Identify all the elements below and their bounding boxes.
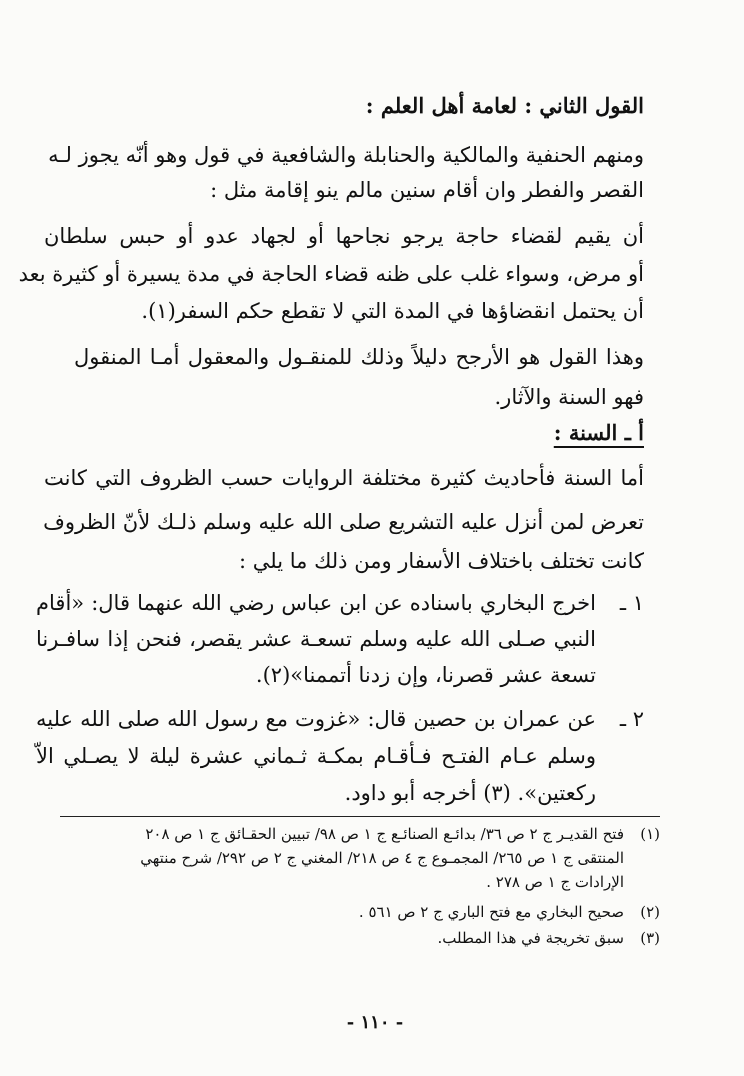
paragraph-line: القصر والفطر وان أقام سنين مالم ينو إقامة مثل : — [210, 178, 644, 202]
list-item-line: تسعة عشر قصرنا، وإن زدنا أتممنا»(٢). — [255, 663, 596, 687]
footnote-line: الإرادات ج ١ ص ٢٧٨ . — [486, 873, 624, 891]
list-item-line: عن عمران بن حصين قال: «غزوت مع رسول الله صلى الله عليه — [36, 707, 596, 731]
list-item-number: ١ ـ — [619, 591, 644, 615]
footnote-line: فتح القديـر ج ٢ ص ٣٦/ بدائـع الصنائـع ج ١ ص ٩٨/ تبيين الحقـائق ج ١ ص ٢٠٨ — [145, 825, 624, 843]
paragraph-line: تعرض لمن أنزل عليه التشريع صلى الله عليه وسلم ذلـك لأنّ الظروف — [43, 510, 644, 534]
paragraph-line: ومنهم الحنفية والمالكية والحنابلة والشافعية في قول وهو أنّه يجوز لـه — [48, 143, 644, 167]
footnote-number: (٢) — [640, 903, 660, 921]
footnote-line: المنتقى ج ١ ص ٢٦٥/ المجمـوع ج ٤ ص ٢١٨/ المغني ج ٢ ص ٢٩٢/ شرح منتهي — [140, 849, 624, 867]
footnote-separator — [60, 816, 660, 817]
list-item-line: ركعتين». (٣) أخرجه أبو داود. — [344, 781, 596, 805]
paragraph-line: أن يقيم لقضاء حاجة يرجو نجاحها أو لجهاد عدو أو حبس سلطان — [44, 224, 644, 248]
paragraph-line: كانت تختلف باختلاف الأسفار ومن ذلك ما يلي : — [239, 549, 644, 573]
paragraph-line: أما السنة فأحاديث كثيرة مختلفة الروايات حسب الظروف التي كانت — [44, 466, 644, 490]
paragraph-line: فهو السنة والآثار. — [494, 385, 644, 409]
paragraph-line: وهذا القول هو الأرجح دليلاً وذلك للمنقـول والمعقول أمـا المنقول — [74, 345, 644, 369]
list-item-line: النبي صـلى الله عليه وسلم تسعـة عشر يقصر، فنحن إذا سافـرنا — [36, 627, 596, 651]
list-item-line: وسلم عـام الفتـح فـأقـام بمكـة ثـماني عشرة ليلة لا يصـلي الاّ — [36, 744, 596, 768]
page-number: - ١١٠ - — [346, 1012, 404, 1033]
section-heading: القول الثاني : لعامة أهل العلم : — [365, 93, 644, 118]
list-item-number: ٢ ـ — [619, 707, 644, 731]
paragraph-line: أو مرض، وسواء غلب على ظنه قضاء الحاجة في مدة يسيرة أو كثيرة بعد — [18, 262, 644, 286]
paragraph-line: أن يحتمل انقضاؤها في المدة التي لا تقطع حكم السفر(١). — [141, 299, 644, 323]
subsection-heading: أ ـ السنة : — [553, 420, 644, 445]
list-item-line: اخرج البخاري باسناده عن ابن عباس رضي الله عنهما قال: «أقام — [36, 591, 596, 615]
footnote-line: سبق تخريجة في هذا المطلب. — [437, 929, 624, 947]
footnote-line: صحيح البخاري مع فتح الباري ج ٢ ص ٥٦١ . — [358, 903, 624, 921]
footnote-number: (٣) — [640, 929, 660, 947]
footnote-number: (١) — [640, 825, 660, 843]
